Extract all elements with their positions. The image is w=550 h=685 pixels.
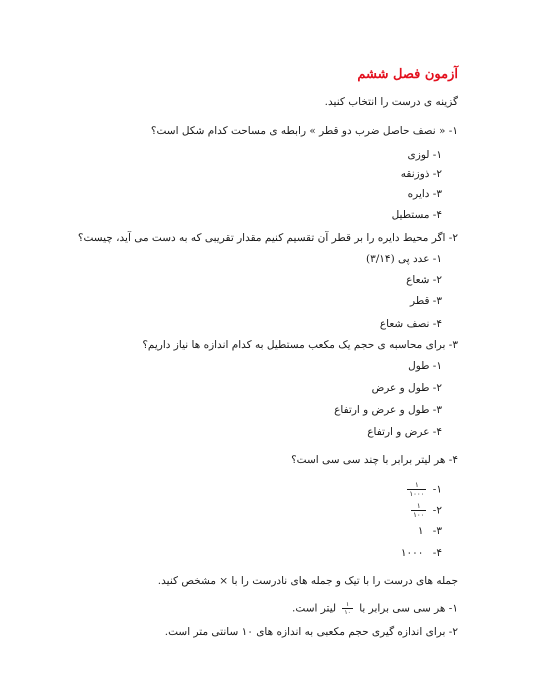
q3-option-2: ۲- طول و عرض	[371, 382, 442, 394]
q1-option-4: ۴- مستطیل	[391, 209, 442, 221]
q2-option-4: ۴- نصف شعاع	[379, 318, 442, 330]
q4-option-4	[401, 546, 442, 560]
statement-2: ۲- برای اندازه گیری حجم مکعبی به اندازه های ۱۰ سانتی متر است.	[164, 626, 458, 638]
statement-1-end: لیتر است.	[292, 602, 337, 615]
fraction-denominator: ۱۰	[344, 609, 351, 616]
q1-option-3: ۳- دایره	[407, 188, 442, 200]
option-number: ۳-	[432, 525, 442, 537]
statement-1-start: ۱- هر سی سی برابر با	[359, 602, 458, 615]
q3-option-3: ۳- طول و عرض و ارتفاع	[334, 404, 442, 416]
option-value: ۱	[417, 525, 424, 537]
fraction-denominator: ۱۰۰۰	[409, 490, 425, 498]
fraction	[407, 481, 426, 498]
question-2: ۲- اگر محیط دایره را بر قطر آن تقسیم کنیم مقدار تقریبی که به دست می آید، چیست؟	[77, 232, 458, 244]
q2-option-1: ۱- عدد پی (۳/۱۴)	[365, 253, 442, 265]
option-value: ۱۰۰۰	[400, 547, 424, 559]
fraction-numerator: ۱	[342, 601, 352, 609]
question-3: ۳- برای محاسبه ی حجم یک مکعب مستطیل به کدام اندازه ها نیاز داریم؟	[142, 339, 458, 351]
q4-option-3	[418, 524, 442, 538]
q3-option-4: ۴- عرض و ارتفاع	[367, 426, 442, 438]
fraction	[411, 502, 426, 519]
section2-instruction: جمله های درست را با تیک و جمله های نادرست را با × مشخص کنید.	[157, 575, 458, 587]
q4-option-1	[404, 481, 442, 498]
option-number: ۴-	[432, 547, 442, 559]
q2-option-2: ۲- شعاع	[406, 274, 442, 286]
fraction-denominator: ۱۰۰	[413, 511, 425, 519]
question-4: ۴- هر لیتر برابر با چند سی سی است؟	[291, 454, 458, 466]
option-number: ۲-	[432, 504, 442, 517]
q1-option-2: ۲- ذوزنقه	[400, 168, 442, 180]
fraction	[342, 601, 352, 616]
fraction-numerator: ۱	[407, 481, 426, 490]
q1-option-1: ۱- لوزی	[407, 149, 442, 161]
fraction-numerator: ۱	[411, 502, 426, 511]
option-number: ۱-	[432, 483, 442, 496]
page-title: آزمون فصل ششم	[357, 67, 458, 82]
question-1: ۱- « نصف حاصل ضرب دو قطر » رابطه ی مساحت کدام شکل است؟	[150, 125, 458, 137]
q3-option-1: ۱- طول	[408, 360, 442, 372]
q2-option-3: ۳- قطر	[410, 295, 442, 307]
q4-option-2	[408, 502, 442, 519]
statement-1	[292, 601, 458, 616]
instruction: گزینه ی درست را انتخاب کنید.	[324, 96, 458, 108]
